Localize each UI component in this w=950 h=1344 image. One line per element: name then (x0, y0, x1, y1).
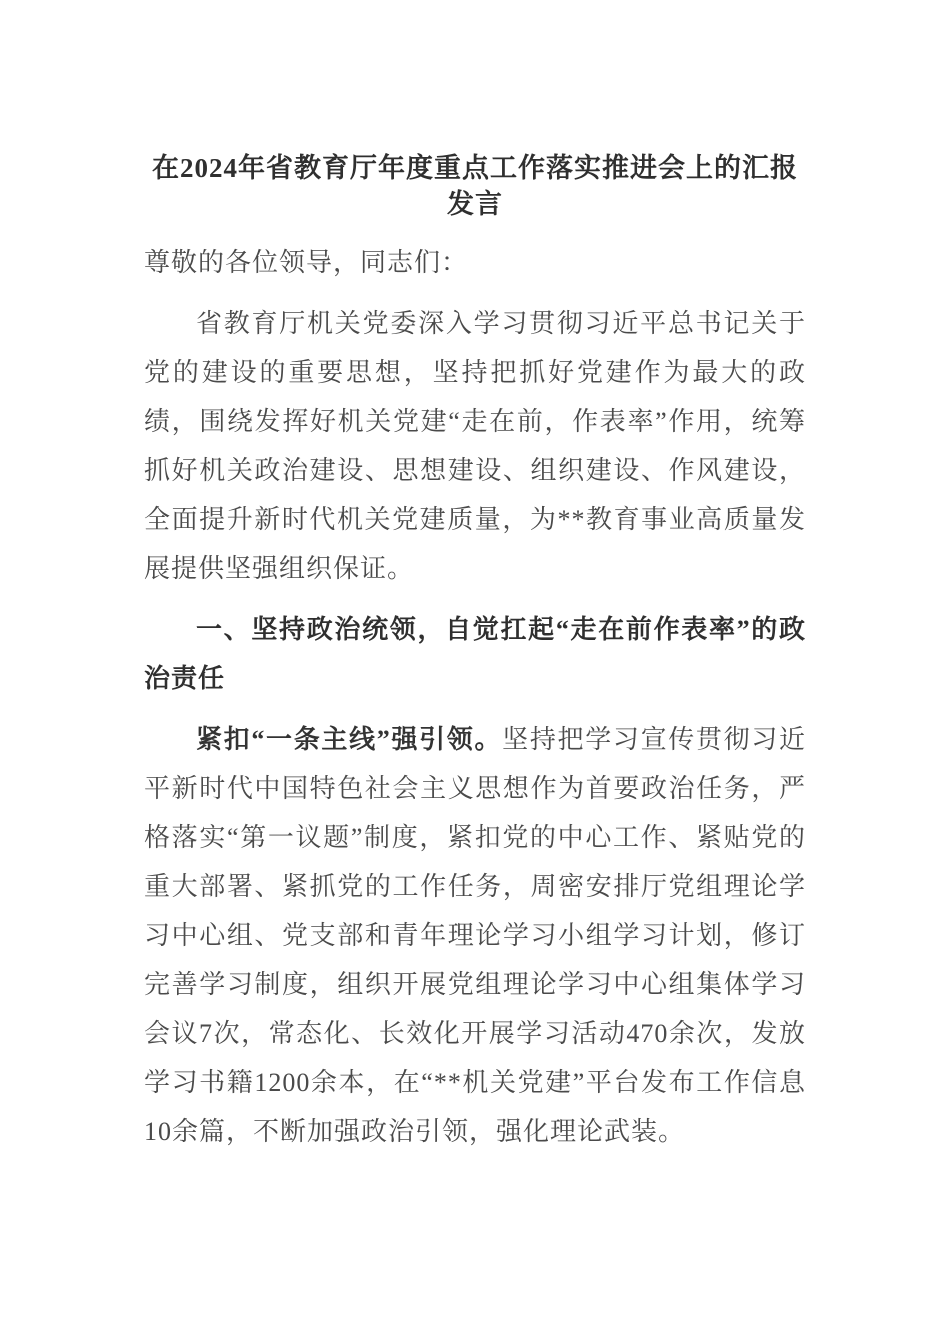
salutation-line: 尊敬的各位领导，同志们： (144, 248, 469, 277)
intro-paragraph: 省教育厅机关党委深入学习贯彻习近平总书记关于党的建设的重要思想，坚持把抓好党建作为最大的政绩，围绕发挥好机关党建“走在前，作表率”作用，统筹抓好机关政治建设、思想建设、组织建设、作风建设，全面提升新时代机关党建质量，为**教育事业高质量发展提供坚强组织保证。 (144, 309, 806, 583)
section-1-heading: 一、坚持政治统领，自觉扛起“走在前作表率”的政治责任 (144, 615, 806, 693)
document-title: 在2024年省教育厅年度重点工作落实推进会上的汇报发言 (152, 153, 798, 219)
section-1-paragraph-lead: 紧扣“一条主线”强引领。 (196, 725, 503, 754)
section-1-paragraph (144, 715, 806, 1156)
section-1-paragraph-text: 坚持把学习宣传贯彻习近平新时代中国特色社会主义思想作为首要政治任务，严格落实“第一议题”制度，紧扣党的中心工作、紧贴党的重大部署、紧抓党的工作任务，周密安排厅党组理论学习中心组、党支部和青年理论学习小组学习计划，修订完善学习制度，组织开展党组理论学习中心组集体学习会议7次，常态化、长效化开展学习活动470余次，发放学习书籍1200余本，在“**机关党建”平台发布工作信息10余篇，不断加强政治引领，强化理论武装。 (144, 725, 806, 1146)
